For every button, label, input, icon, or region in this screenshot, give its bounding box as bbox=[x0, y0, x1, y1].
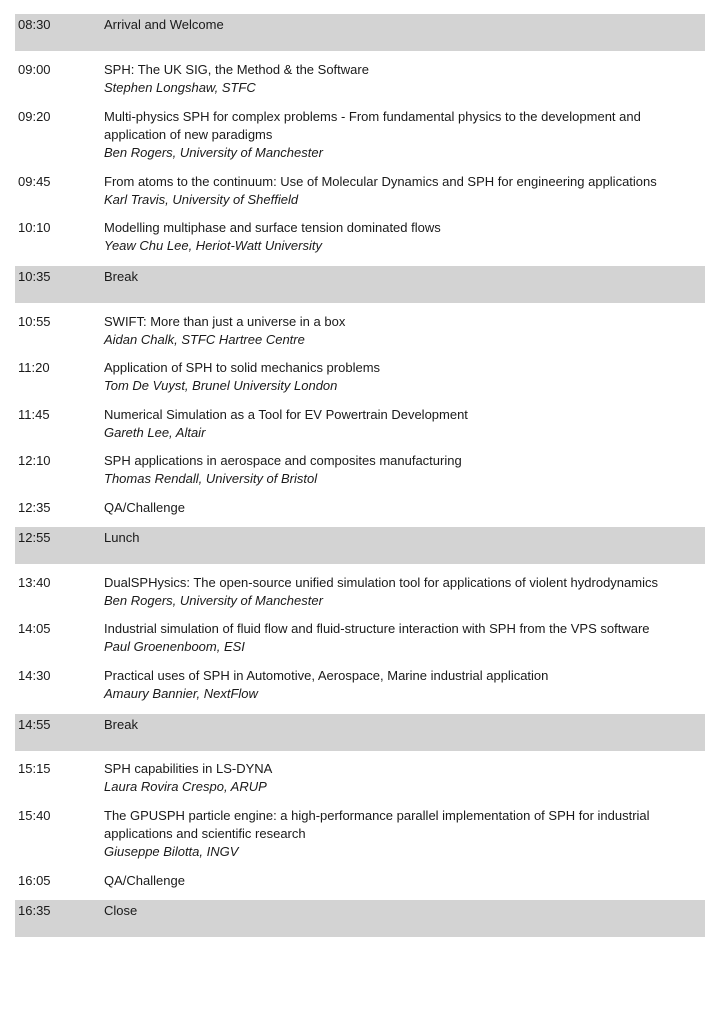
agenda-content bbox=[104, 499, 699, 517]
agenda-content bbox=[104, 313, 699, 349]
agenda-content bbox=[104, 219, 699, 255]
session-speaker: Aidan Chalk, STFC Hartree Centre bbox=[104, 332, 305, 347]
agenda-time: 10:55 bbox=[18, 314, 51, 329]
agenda-time: 09:20 bbox=[18, 109, 51, 124]
agenda-content bbox=[104, 902, 699, 920]
agenda-row bbox=[15, 452, 705, 488]
agenda-content bbox=[104, 359, 699, 395]
agenda-content bbox=[104, 574, 699, 610]
agenda-content bbox=[104, 620, 699, 656]
agenda-content bbox=[104, 716, 699, 734]
agenda-time: 10:35 bbox=[18, 269, 51, 284]
session-title: Arrival and Welcome bbox=[104, 17, 224, 32]
agenda-row bbox=[15, 406, 705, 442]
session-speaker: Gareth Lee, Altair bbox=[104, 425, 206, 440]
agenda-time: 08:30 bbox=[18, 17, 51, 32]
session-title: The GPUSPH particle engine: a high-performance parallel implementation of SPH for industrial applications and scientific research bbox=[104, 808, 650, 841]
agenda-row bbox=[15, 219, 705, 255]
agenda-time: 12:35 bbox=[18, 500, 51, 515]
session-title: Multi-physics SPH for complex problems - From fundamental physics to the development and application of new paradigms bbox=[104, 109, 641, 142]
session-title: SPH capabilities in LS-DYNA bbox=[104, 761, 273, 776]
session-speaker: Giuseppe Bilotta, INGV bbox=[104, 844, 239, 859]
session-speaker: Thomas Rendall, University of Bristol bbox=[104, 471, 318, 486]
session-speaker: Laura Rovira Crespo, ARUP bbox=[104, 779, 267, 794]
agenda-row bbox=[15, 499, 705, 517]
agenda-time: 12:55 bbox=[18, 530, 51, 545]
session-speaker: Tom De Vuyst, Brunel University London bbox=[104, 378, 338, 393]
agenda-content bbox=[104, 108, 699, 162]
session-title: Break bbox=[104, 717, 138, 732]
session-title: Application of SPH to solid mechanics problems bbox=[104, 360, 381, 375]
agenda-row bbox=[15, 760, 705, 796]
agenda-row bbox=[15, 173, 705, 209]
agenda-row bbox=[15, 108, 705, 162]
agenda-time: 11:20 bbox=[18, 360, 50, 375]
agenda-time: 11:45 bbox=[18, 407, 50, 422]
session-speaker: Yeaw Chu Lee, Heriot-Watt University bbox=[104, 238, 322, 253]
agenda-row bbox=[15, 574, 705, 610]
agenda-break-row bbox=[15, 14, 705, 51]
session-title: DualSPHysics: The open-source unified simulation tool for applications of violent hydrodynamics bbox=[104, 575, 658, 590]
session-title: Numerical Simulation as a Tool for EV Powertrain Development bbox=[104, 407, 468, 422]
session-speaker: Ben Rogers, University of Manchester bbox=[104, 593, 323, 608]
agenda-time: 14:05 bbox=[18, 621, 51, 636]
session-title: SWIFT: More than just a universe in a box bbox=[104, 314, 346, 329]
session-speaker: Amaury Bannier, NextFlow bbox=[104, 686, 258, 701]
agenda-content bbox=[104, 452, 699, 488]
session-title: Break bbox=[104, 269, 138, 284]
agenda-time: 16:05 bbox=[18, 873, 51, 888]
agenda-break-row bbox=[15, 266, 705, 303]
agenda-time: 09:00 bbox=[18, 62, 51, 77]
session-speaker: Paul Groenenboom, ESI bbox=[104, 639, 245, 654]
agenda-break-row bbox=[15, 900, 705, 937]
session-title: QA/Challenge bbox=[104, 873, 185, 888]
agenda-time: 13:40 bbox=[18, 575, 51, 590]
session-title: QA/Challenge bbox=[104, 500, 185, 515]
session-title: Close bbox=[104, 903, 138, 918]
session-title: From atoms to the continuum: Use of Molecular Dynamics and SPH for engineering applications bbox=[104, 174, 657, 189]
agenda-content bbox=[104, 872, 699, 890]
agenda-time: 15:15 bbox=[18, 761, 51, 776]
agenda-time: 14:55 bbox=[18, 717, 51, 732]
session-speaker: Karl Travis, University of Sheffield bbox=[104, 192, 299, 207]
agenda-row bbox=[15, 61, 705, 97]
agenda-content bbox=[104, 16, 699, 34]
agenda-row bbox=[15, 620, 705, 656]
session-speaker: Ben Rogers, University of Manchester bbox=[104, 145, 323, 160]
agenda-time: 16:35 bbox=[18, 903, 51, 918]
agenda-content bbox=[104, 667, 699, 703]
agenda-row bbox=[15, 359, 705, 395]
session-title: Modelling multiphase and surface tension dominated flows bbox=[104, 220, 441, 235]
agenda-content bbox=[104, 61, 699, 97]
agenda-content bbox=[104, 807, 699, 861]
agenda-row bbox=[15, 667, 705, 703]
session-title: Practical uses of SPH in Automotive, Aerospace, Marine industrial application bbox=[104, 668, 549, 683]
agenda-row bbox=[15, 872, 705, 890]
agenda-break-row bbox=[15, 527, 705, 564]
agenda-break-row bbox=[15, 714, 705, 751]
agenda-time: 15:40 bbox=[18, 808, 51, 823]
session-title: SPH: The UK SIG, the Method & the Software bbox=[104, 62, 369, 77]
agenda-time: 14:30 bbox=[18, 668, 51, 683]
session-speaker: Stephen Longshaw, STFC bbox=[104, 80, 256, 95]
agenda-content bbox=[104, 529, 699, 547]
session-title: Lunch bbox=[104, 530, 140, 545]
session-title: Industrial simulation of fluid flow and fluid-structure interaction with SPH from the VPS software bbox=[104, 621, 650, 636]
agenda-content bbox=[104, 268, 699, 286]
agenda-time: 10:10 bbox=[18, 220, 51, 235]
agenda-content bbox=[104, 760, 699, 796]
agenda-row bbox=[15, 807, 705, 861]
agenda-content bbox=[104, 406, 699, 442]
agenda-content bbox=[104, 173, 699, 209]
agenda-time: 12:10 bbox=[18, 453, 51, 468]
agenda-row bbox=[15, 313, 705, 349]
agenda-time: 09:45 bbox=[18, 174, 51, 189]
session-title: SPH applications in aerospace and composites manufacturing bbox=[104, 453, 462, 468]
